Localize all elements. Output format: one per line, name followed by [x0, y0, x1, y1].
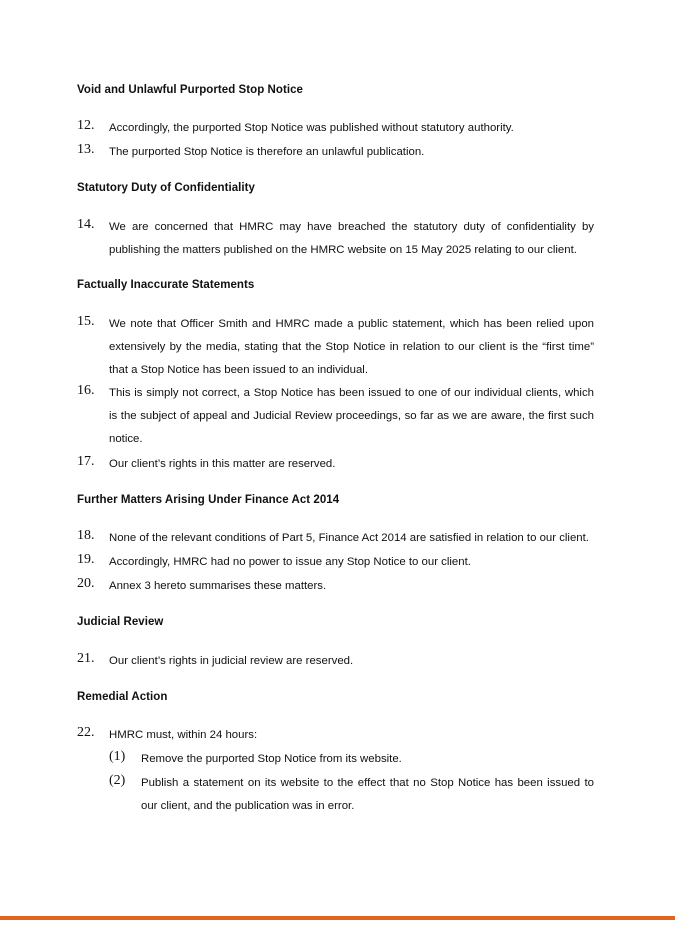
- paragraph-number: 13.: [77, 142, 95, 157]
- paragraph-text: Accordingly, HMRC had no power to issue any Stop Notice to our client.: [109, 556, 471, 568]
- section-heading: Statutory Duty of Confidentiality: [77, 182, 255, 194]
- numbered-paragraph: [77, 313, 594, 383]
- numbered-paragraph: [77, 527, 594, 550]
- section-heading: Further Matters Arising Under Finance Act 2014: [77, 494, 340, 506]
- section-heading: Remedial Action: [77, 691, 168, 703]
- section-heading: Void and Unlawful Purported Stop Notice: [77, 84, 303, 96]
- paragraph-number: 20.: [77, 576, 95, 591]
- sub-paragraph-text: Publish a statement on its website to the effect that no Stop Notice has been issued to our client, and the publication was in error.: [141, 777, 594, 813]
- paragraph-number: 16.: [77, 383, 95, 398]
- paragraph-number: 17.: [77, 454, 95, 469]
- footer-accent-bar: [0, 916, 675, 920]
- sub-paragraph: [109, 748, 594, 771]
- numbered-paragraph: [77, 216, 594, 262]
- section-heading: Factually Inaccurate Statements: [77, 279, 255, 291]
- numbered-paragraph: [77, 724, 594, 747]
- numbered-paragraph: [77, 141, 594, 164]
- paragraph-text: None of the relevant conditions of Part 5, Finance Act 2014 are satisfied in relation to our client.: [109, 532, 589, 544]
- paragraph-text: Annex 3 hereto summarises these matters.: [109, 580, 327, 592]
- sub-paragraph-number: (2): [109, 773, 126, 788]
- paragraph-number: 14.: [77, 217, 95, 232]
- sub-paragraph-text: Remove the purported Stop Notice from its website.: [141, 753, 402, 765]
- paragraph-number: 21.: [77, 651, 95, 666]
- paragraph-text: This is simply not correct, a Stop Notice has been issued to one of our individual clients, which is the subject of appeal and Judicial Review proceedings, so far as we are aware, the first such notice.: [109, 387, 594, 446]
- paragraph-number: 15.: [77, 314, 95, 329]
- section-heading: Judicial Review: [77, 616, 164, 628]
- paragraph-text: Accordingly, the purported Stop Notice was published without statutory authority.: [109, 122, 514, 134]
- paragraph-text: We are concerned that HMRC may have breached the statutory duty of confidentiality by publishing the matters published on the HMRC website on 15 May 2025 relating to our client.: [109, 221, 594, 257]
- numbered-paragraph: [77, 551, 594, 574]
- numbered-paragraph: [77, 650, 594, 673]
- numbered-paragraph: [77, 382, 594, 452]
- paragraph-text: Our client’s rights in judicial review are reserved.: [109, 655, 354, 667]
- paragraph-text: We note that Officer Smith and HMRC made a public statement, which has been relied upon extensively by the media, stating that the Stop Notice in relation to our client is the “first time” that a Stop Notice has been issued to an individual.: [109, 318, 594, 377]
- numbered-paragraph: [77, 117, 594, 140]
- sub-paragraph: [109, 772, 594, 818]
- paragraph-text: HMRC must, within 24 hours:: [109, 729, 258, 741]
- paragraph-number: 19.: [77, 552, 95, 567]
- paragraph-number: 22.: [77, 725, 95, 740]
- paragraph-number: 18.: [77, 528, 95, 543]
- sub-paragraph-number: (1): [109, 749, 126, 764]
- paragraph-number: 12.: [77, 118, 95, 133]
- paragraph-text: Our client’s rights in this matter are reserved.: [109, 458, 336, 470]
- paragraph-text: The purported Stop Notice is therefore an unlawful publication.: [109, 146, 425, 158]
- numbered-paragraph: [77, 453, 594, 476]
- numbered-paragraph: [77, 575, 594, 598]
